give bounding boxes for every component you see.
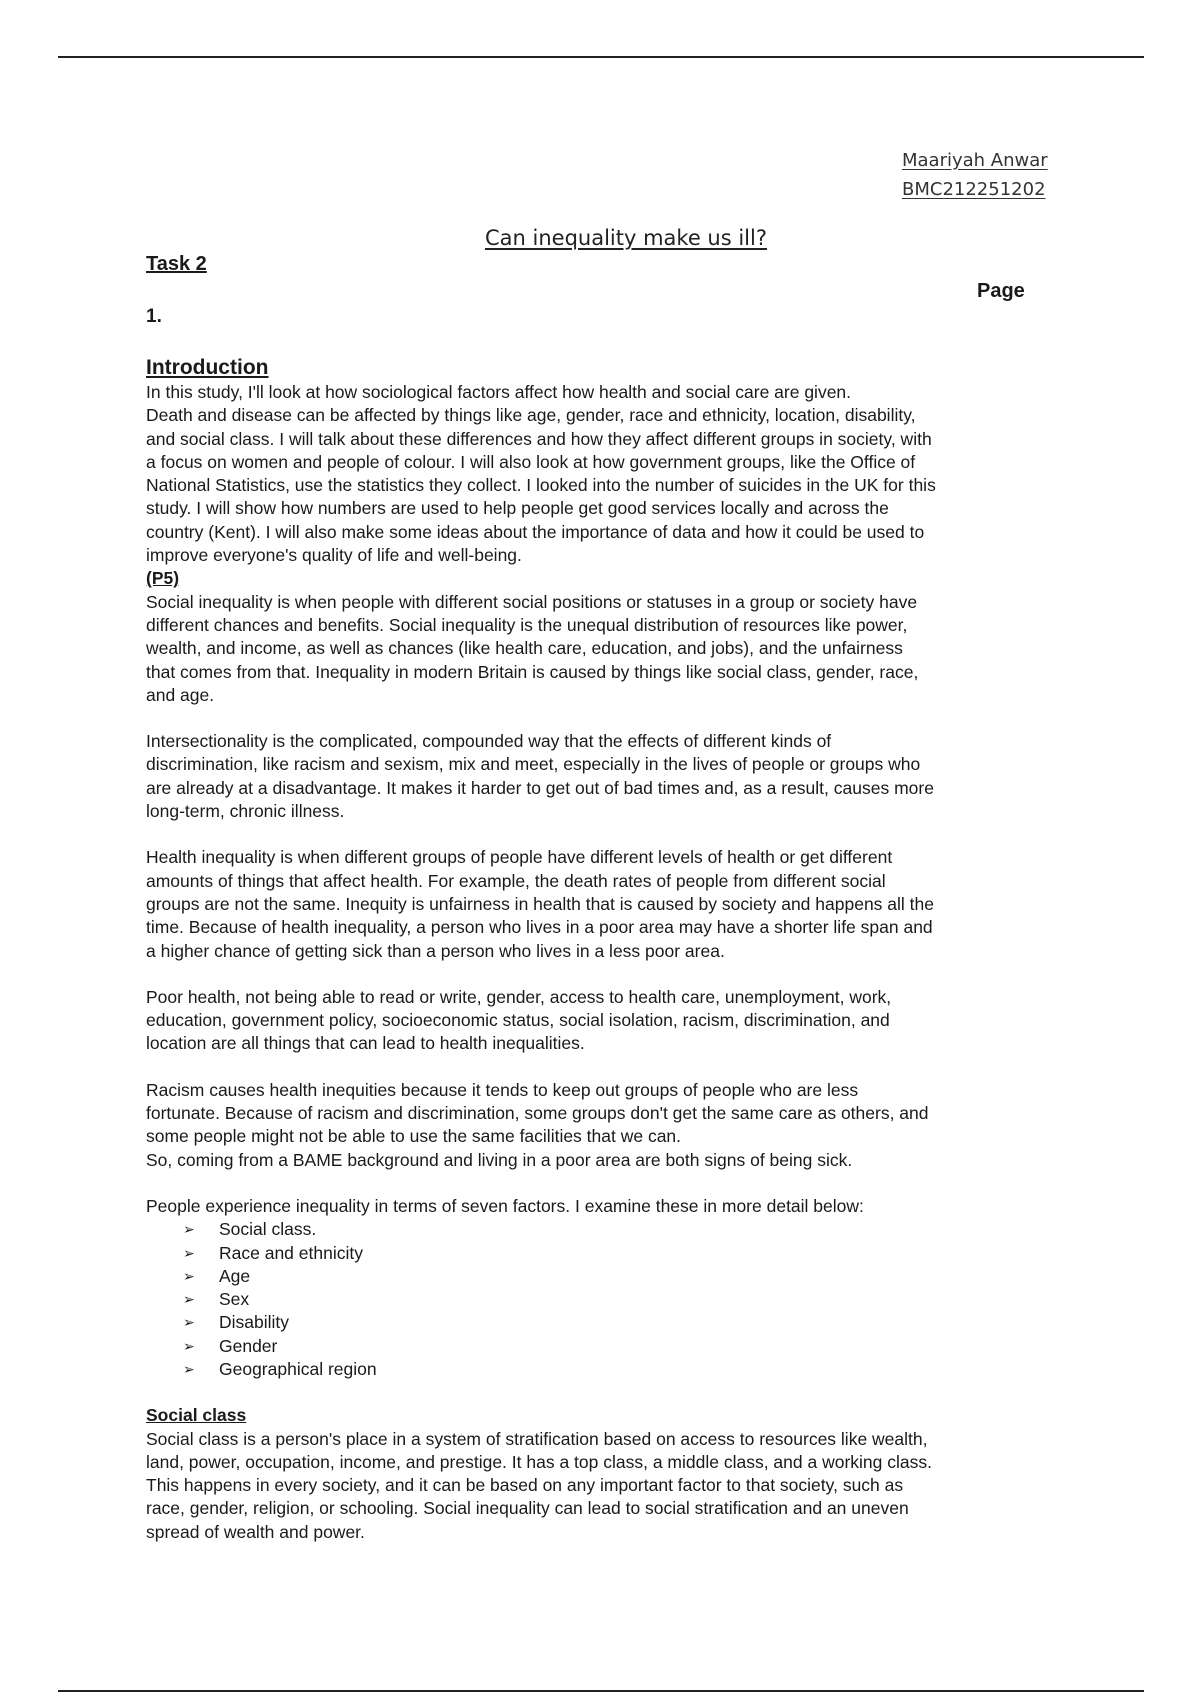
text-line: National Statistics, use the statistics they collect. I looked into the number of suicides in the UK for this [146,475,936,496]
arrow-bullet-icon: ➢ [183,1291,195,1308]
text-line: Racism causes health inequities because it tends to keep out groups of people who are less [146,1079,859,1100]
text-line: are already at a disadvantage. It makes it harder to get out of bad times and, as a result, causes more [146,777,934,798]
social-inequality-paragraph [146,591,1066,707]
list-item: ➢ Social class. [183,1218,1066,1241]
text-line: Death and disease can be affected by things like age, gender, race and ethnicity, location, disability, [146,405,916,426]
text-line: This happens in every society, and it can be based on any important factor to that society, such as [146,1475,904,1496]
text-line: some people might not be able to use the same facilities that we can. [146,1126,682,1147]
text-line: Health inequality is when different groups of people have different levels of health or get different [146,847,893,868]
text-line: spread of wealth and power. [146,1521,365,1542]
text-line: discrimination, like racism and sexism, mix and meet, especially in the lives of people or groups who [146,754,921,775]
arrow-bullet-icon: ➢ [183,1360,195,1377]
text-line: fortunate. Because of racism and discrimination, some groups don't get the same care as others, and [146,1103,929,1124]
text-line: study. I will show how numbers are used to help people get good services locally and across the [146,498,889,519]
list-item: ➢ Disability [183,1311,1066,1334]
list-item: ➢ Age [183,1265,1066,1288]
factors-list [146,1218,1066,1381]
text-line: and social class. I will talk about these differences and how they affect different groups in society, with [146,428,932,449]
header-rule [58,56,1144,58]
text-line: Social class is a person's place in a system of stratification based on access to resources like wealth, [146,1428,928,1449]
arrow-bullet-icon: ➢ [183,1314,195,1331]
introduction-heading: Introduction [146,356,269,379]
text-line: amounts of things that affect health. For example, the death rates of people from different social [146,870,886,891]
arrow-bullet-icon: ➢ [183,1221,195,1238]
task-label: Task 2 [146,253,207,275]
text-line: a higher chance of getting sick than a person who lives in a less poor area. [146,940,725,961]
student-id: BMC212251202 [902,179,1046,200]
racism-paragraph [146,1079,1066,1172]
factors-intro: People experience inequality in terms of seven factors. I examine these in more detail below: [146,1195,864,1216]
page-number: 1. [146,306,162,327]
arrow-bullet-icon: ➢ [183,1337,195,1354]
author-name: Maariyah Anwar [902,150,1048,171]
text-line: Poor health, not being able to read or write, gender, access to health care, unemployment, work, [146,986,892,1007]
health-inequality-paragraph [146,846,1066,962]
text-line: Intersectionality is the complicated, compounded way that the effects of different kinds of [146,731,832,752]
social-class-paragraph [146,1428,1066,1544]
text-line: education, government policy, socioeconomic status, social isolation, racism, discrimination, and [146,1010,890,1031]
text-line: land, power, occupation, income, and prestige. It has a top class, a middle class, and a working class. [146,1451,932,1472]
document-body [146,355,1066,1544]
text-line: different chances and benefits. Social inequality is the unequal distribution of resources like power, [146,614,908,635]
introduction-paragraph [146,381,1066,567]
text-line: race, gender, religion, or schooling. Social inequality can lead to social stratification and an uneven [146,1498,909,1519]
text-line: Social inequality is when people with different social positions or statuses in a group or society have [146,591,918,612]
text-line: country (Kent). I will also make some ideas about the importance of data and how it could be used to [146,521,925,542]
p5-label: (P5) [146,568,180,589]
text-line: groups are not the same. Inequity is unfairness in health that is caused by society and happens all the [146,893,934,914]
text-line: So, coming from a BAME background and living in a poor area are both signs of being sick. [146,1149,853,1170]
causes-paragraph [146,986,1066,1056]
document-title: Can inequality make us ill? [484,226,767,250]
text-line: that comes from that. Inequality in modern Britain is caused by things like social class, gender, race, [146,661,919,682]
arrow-bullet-icon: ➢ [183,1244,195,1261]
author-block [902,146,1048,204]
text-line: improve everyone's quality of life and well-being. [146,545,522,566]
arrow-bullet-icon: ➢ [183,1267,195,1284]
list-item: ➢ Sex [183,1288,1066,1311]
text-line: wealth, and income, as well as chances (like health care, education, and jobs), and the unfairness [146,638,903,659]
footer-rule [58,1690,1144,1692]
list-item: ➢ Gender [183,1335,1066,1358]
page-label: Page [977,280,1025,302]
intersectionality-paragraph [146,730,1066,823]
text-line: time. Because of health inequality, a person who lives in a poor area may have a shorter life span and [146,917,933,938]
list-item: ➢ Race and ethnicity [183,1242,1066,1265]
text-line: In this study, I'll look at how sociological factors affect how health and social care are given. [146,382,852,402]
social-class-heading: Social class [146,1405,247,1426]
text-line: and age. [146,684,215,705]
text-line: long-term, chronic illness. [146,801,345,822]
text-line: location are all things that can lead to health inequalities. [146,1033,585,1054]
text-line: a focus on women and people of colour. I will also look at how government groups, like the Office of [146,451,916,472]
list-item: ➢ Geographical region [183,1358,1066,1381]
